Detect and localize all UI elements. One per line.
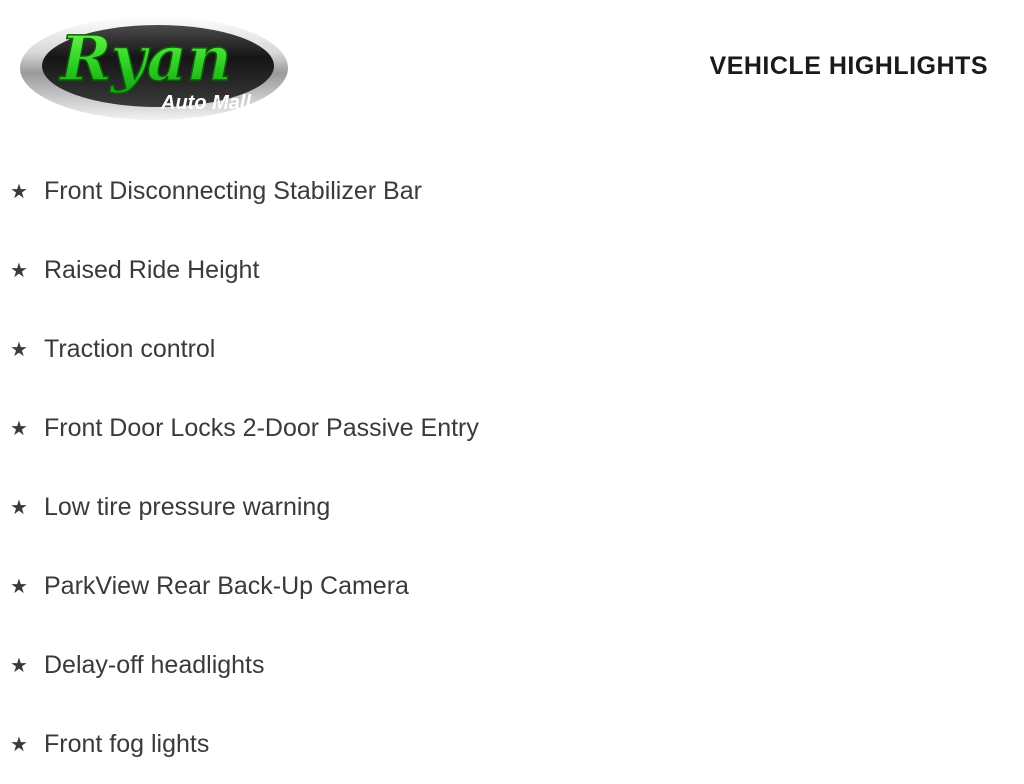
star-icon: ★ [10, 654, 28, 677]
list-item [0, 310, 1024, 389]
list-item [0, 389, 1024, 468]
list-item [0, 231, 1024, 310]
highlight-label: Front Door Locks 2-Door Passive Entry [44, 413, 479, 442]
star-icon: ★ [10, 733, 28, 756]
star-icon: ★ [10, 575, 28, 598]
highlight-label: ParkView Rear Back-Up Camera [44, 571, 409, 600]
star-icon: ★ [10, 180, 28, 203]
list-item [0, 468, 1024, 547]
highlight-label: Front Disconnecting Stabilizer Bar [44, 176, 422, 205]
svg-text:Auto Mall: Auto Mall [161, 92, 251, 114]
star-icon: ★ [10, 417, 28, 440]
highlight-label: Delay-off headlights [44, 650, 265, 679]
highlight-label: Front fog lights [44, 729, 210, 758]
star-icon: ★ [10, 259, 28, 282]
list-item [0, 547, 1024, 626]
star-icon: ★ [10, 496, 28, 519]
ryan-auto-mall-logo [18, 8, 290, 126]
list-item [0, 705, 1024, 784]
vehicle-highlights-list [0, 130, 1024, 784]
highlight-label: Raised Ride Height [44, 255, 260, 284]
list-item [0, 152, 1024, 231]
highlight-label: Traction control [44, 334, 216, 363]
list-item [0, 626, 1024, 705]
page-header [0, 0, 1024, 130]
svg-text:Ryan: Ryan [60, 22, 232, 95]
page-title: VEHICLE HIGHLIGHTS [709, 52, 988, 80]
star-icon: ★ [10, 338, 28, 361]
highlight-label: Low tire pressure warning [44, 492, 331, 521]
